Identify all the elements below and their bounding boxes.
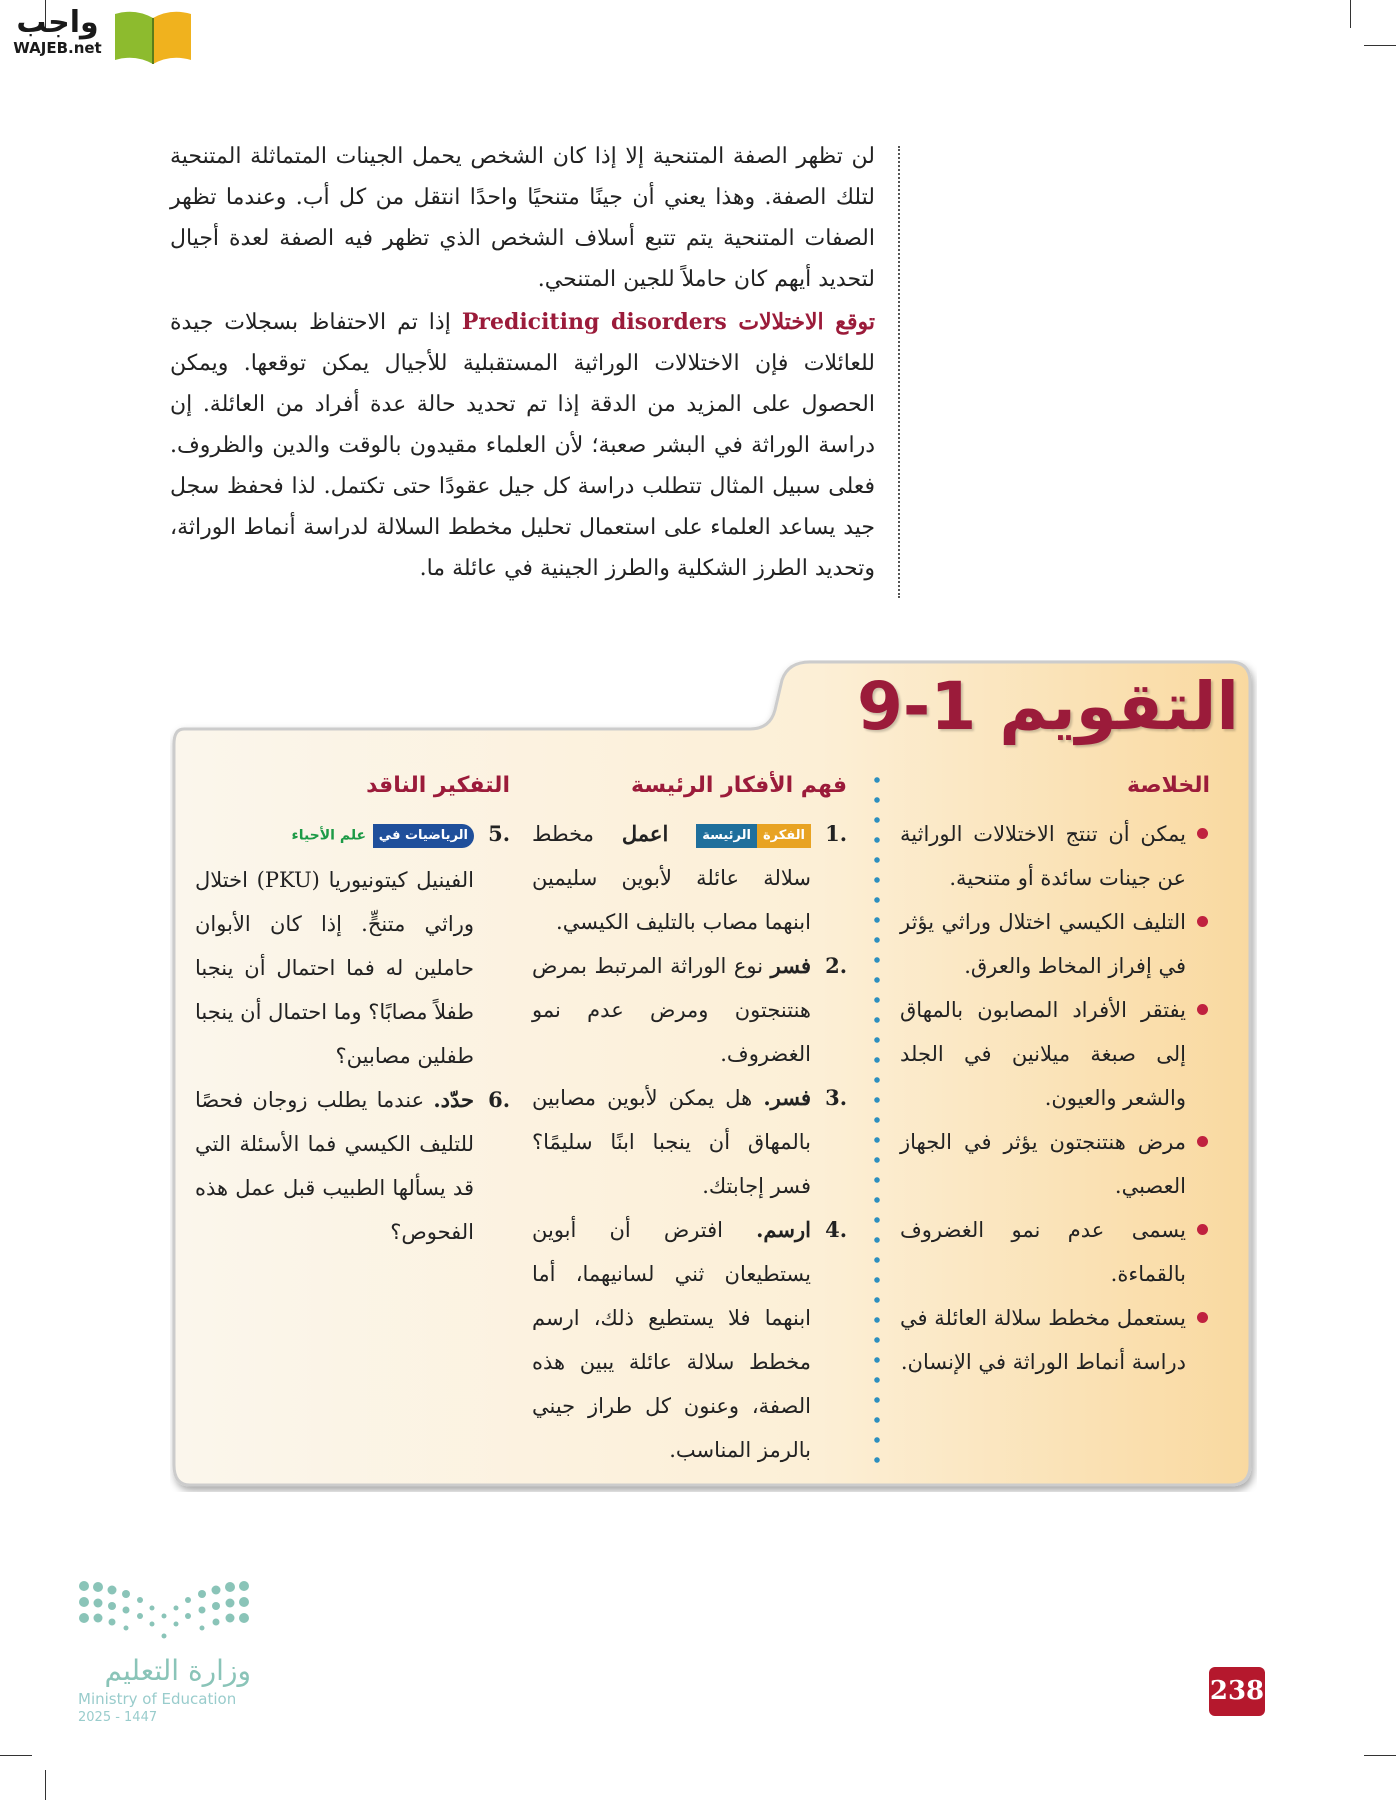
- main-ideas-column: [532, 766, 847, 1472]
- crop-mark: [45, 1770, 46, 1800]
- review-box: [170, 660, 1257, 1492]
- critical-thinking-heading: التفكير الناقد: [366, 773, 510, 798]
- question: [532, 944, 847, 1076]
- math-badge: الرياضيات في: [373, 824, 474, 848]
- question-number: .3: [825, 1085, 847, 1110]
- question-text: الفينيل كيتونيوريا (PKU) اختلال وراثي متنحٍّ. إذا كان الأبوان حاملين له فما احتمال أن ينجبا طفلاً مصابًا؟ وما احتمال أن ينجبا طفلين مصابين؟: [195, 867, 475, 1068]
- main-idea-badge: الرئيسة: [696, 824, 757, 848]
- summary-item: مرض هنتنجتون يؤثر في الجهاز العصبي.: [900, 1120, 1210, 1208]
- book-icon: [110, 8, 196, 66]
- question-text: افترض أن أبوين يستطيعان ثني لسانيهما، أما ابنهما فلا يستطيع ذلك، ارسم مخطط سلالة عائلة يبين هذه الصفة، وعنون كل طراز جيني بالرمز المناسب.: [532, 1218, 811, 1462]
- question-number: .4: [825, 1217, 847, 1242]
- summary-column: [900, 766, 1210, 1384]
- wajeb-logo: [10, 6, 190, 66]
- question: [532, 812, 847, 944]
- logo-arabic: واجب: [16, 5, 99, 40]
- summary-heading: الخلاصة: [1127, 773, 1210, 798]
- question-number: .2: [825, 953, 847, 978]
- question-text: عندما يطلب زوجان فحصًا للتليف الكيسي فما الأسئلة التي قد يسألها الطبيب قبل عمل هذه الفحوص؟: [195, 1087, 474, 1244]
- question: [532, 1076, 847, 1208]
- section-heading: توقع الاختلالات Prediciting disorders: [461, 309, 875, 335]
- question-text: هل يمكن لأبوين مصابين بالمهاق أن ينجبا ابنًا سليمًا؟ فسر إجابتك.: [532, 1086, 811, 1198]
- summary-item: يفتقر الأفراد المصابون بالمهاق إلى صبغة ميلانين في الجلد والشعر والعيون.: [900, 988, 1210, 1120]
- question-number: .6: [488, 1086, 510, 1112]
- paragraph: لن تظهر الصفة المتنحية إلا إذا كان الشخص يحمل الجينات المتماثلة المتنحية لتلك الصفة. وهذا يعني أن جينًا متنحيًا واحدًا انتقل من كل أب. وعندما تظهر الصفات المتنحية يتم تتبع أسلاف الشخص الذي تظهر فيه الصفة لعدة أجيال لتحديد أيهم كان حاملاً للجين المتنحي.: [170, 144, 875, 292]
- crop-mark: [1364, 1755, 1396, 1756]
- summary-item: يسمى عدم نمو الغضروف بالقماءة.: [900, 1208, 1210, 1296]
- column-divider: [874, 770, 880, 1470]
- ministry-logo: [76, 1578, 251, 1728]
- ministry-dots-icon: [76, 1578, 251, 1648]
- question-text: نوع الوراثة المرتبط بمرض هنتنجتون ومرض عدم نمو الغضروف.: [532, 954, 811, 1066]
- logo-latin: WAJEB.net: [13, 39, 102, 57]
- summary-item: يستعمل مخطط سلالة العائلة في دراسة أنماط الوراثة في الإنسان.: [900, 1296, 1210, 1384]
- question: [195, 1078, 510, 1254]
- paragraph: إذا تم الاحتفاظ بسجلات جيدة للعائلات فإن الاختلالات الوراثية المستقبلية للأجيال يمكن توقعها. ويمكن الحصول على المزيد من الدقة إذا تم تحديد حالة عدة أفراد من العائلة. إن دراسة الوراثة في البشر صعبة؛ لأن العلماء مقيدون بالوقت والدين والظروف. فعلى سبيل المثال تتطلب دراسة كل جيل عقودًا حتى تكتمل. لذا فحفظ سجل جيد يساعد العلماء على استعمال تحليل مخطط السلالة لدراسة أنماط الوراثة، وتحديد الطرز الشكلية والطرز الجينية في عائلة ما.: [170, 310, 875, 581]
- margin-divider: [898, 146, 900, 598]
- crop-mark: [1350, 0, 1351, 28]
- crop-mark: [1364, 45, 1396, 46]
- summary-item: يمكن أن تنتج الاختلالات الوراثية عن جينات سائدة أو متنحية.: [900, 812, 1210, 900]
- question-verb: اعمل: [621, 821, 669, 846]
- critical-thinking-column: [195, 766, 510, 1254]
- question-verb: حدّد.: [433, 1086, 474, 1112]
- summary-item: التليف الكيسي اختلال وراثي يؤثر في إفراز المخاط والعرق.: [900, 900, 1210, 988]
- review-title: التقويم 1-9: [856, 668, 1239, 745]
- question: [195, 812, 510, 1078]
- question-verb: ارسم.: [756, 1217, 811, 1242]
- ministry-year: 2025 - 1447: [78, 1710, 158, 1725]
- question-number: .1: [825, 821, 847, 846]
- question: [532, 1208, 847, 1472]
- intro-text: [170, 136, 875, 591]
- question-verb: فسر: [770, 953, 811, 978]
- question-verb: فسر.: [763, 1085, 811, 1110]
- question-text: مخطط سلالة عائلة لأبوين سليمين ابنهما مصاب بالتليف الكيسي.: [532, 822, 811, 934]
- ministry-name-english: Ministry of Education: [78, 1690, 237, 1708]
- main-idea-badge: الفكرة: [757, 824, 811, 848]
- question-number: .5: [488, 821, 510, 846]
- main-ideas-heading: فهم الأفكار الرئيسة: [630, 773, 847, 798]
- math-badge-tail: علم الأحياء: [291, 827, 367, 844]
- ministry-name-arabic: وزارة التعليم: [104, 1654, 251, 1687]
- crop-mark: [0, 1755, 32, 1756]
- page-number: 238: [1209, 1667, 1265, 1716]
